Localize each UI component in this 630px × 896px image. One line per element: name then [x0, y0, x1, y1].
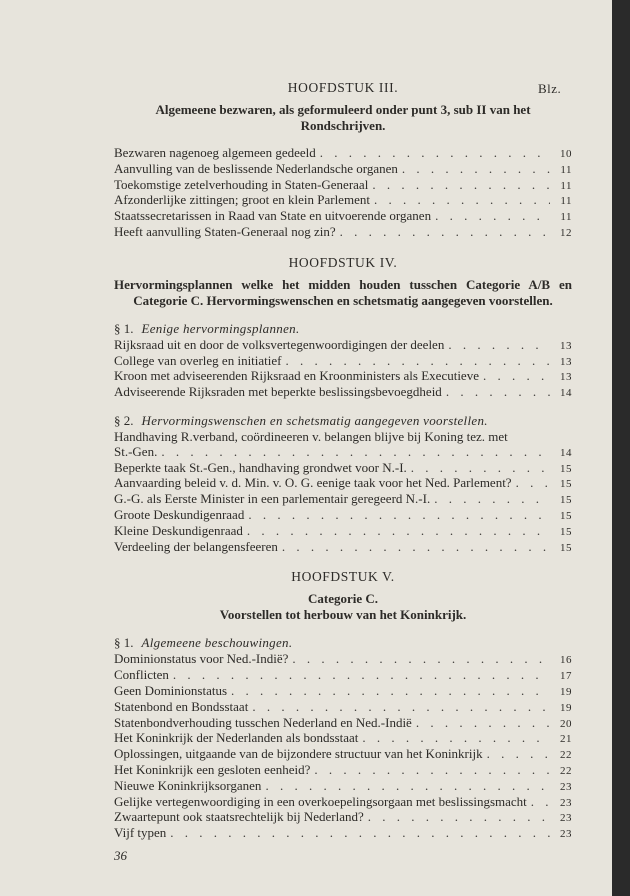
chapter-title: HOOFDSTUK V.: [291, 569, 395, 585]
toc-entry: Geen Dominionstatus . . . 19: [114, 684, 572, 700]
toc-entry: Vijf typen . . . 23: [114, 826, 572, 842]
chapter-title: HOOFDSTUK IV.: [288, 254, 398, 270]
toc-entry: Aanvaarding beleid v. d. Min. v. O. G. eenige taak voor het Ned. Parlement? . . . 15: [114, 476, 572, 492]
toc-entry: Kleine Deskundigenraad . . . 15: [114, 524, 572, 540]
toc-entry: Conflicten . . . 17: [114, 668, 572, 684]
chapter-subtitle: Hervormingsplannen welke het midden houden tusschen Categorie A/B en Categorie C. Hervormingswenschen en schetsmatig aangegeven voorstellen.: [114, 276, 572, 308]
toc-entry: Nieuwe Koninkrijksorganen . . . 23: [114, 779, 572, 795]
page-column-label: Blz.: [538, 81, 562, 96]
toc-entry: Beperkte taak St.-Gen., handhaving grondwet voor N.-I. . . . 15: [114, 461, 572, 477]
toc-entry: Gelijke vertegenwoordiging in een overkoepelingsorgaan met beslissingsmacht . . . 23: [114, 795, 572, 811]
toc-entry: Verdeeling der belangensfeeren . . . 15: [114, 540, 572, 556]
toc-entry: Dominionstatus voor Ned.-Indië? . . . 16: [114, 652, 572, 668]
toc-entry: Aanvulling van de beslissende Nederlandsche organen . . . 11: [114, 162, 572, 178]
chapter-title: HOOFDSTUK III.: [287, 80, 399, 95]
chapter-subtitle: [114, 591, 572, 623]
chapter-subtitle-line: Rondschrijven.: [300, 118, 386, 133]
section-heading: § 1. Eenige hervormingsplannen.: [114, 320, 300, 336]
toc-entry: Kroon met adviseerenden Rijksraad en Kroonministers als Executieve . . . 13: [114, 369, 572, 385]
page-number: 36: [114, 847, 127, 863]
toc-entry: Adviseerende Rijksraden met beperkte beslissingsbevoegdheid . . . 14: [114, 385, 572, 401]
toc-entry: Groote Deskundigenraad . . . 15: [114, 508, 572, 524]
toc-entry: Statenbond en Bondsstaat . . . 19: [114, 700, 572, 716]
table-of-contents: [114, 80, 572, 864]
section-heading: § 1. Algemeene beschouwingen.: [114, 635, 293, 651]
chapter-subtitle-line: Categorie C.: [307, 591, 379, 607]
toc-entry: Rijksraad uit en door de volksvertegenwoordigingen der deelen . . . 13: [114, 338, 572, 354]
toc-entry: St.-Gen. . . . 14: [114, 445, 572, 461]
toc-entry: Toekomstige zetelverhouding in Staten-Generaal . . . 11: [114, 178, 572, 194]
section-heading: § 2. Hervormingswenschen en schetsmatig aangegeven voorstellen.: [114, 412, 488, 428]
toc-entry: Zwaartepunt ook staatsrechtelijk bij Nederland? . . . 23: [114, 810, 572, 826]
toc-entry: G.-G. als Eerste Minister in een parlementair geregeerd N.-I. . . . 15: [114, 492, 572, 508]
toc-entry: College van overleg en initiatief . . . 13: [114, 354, 572, 370]
toc-entry: Het Koninkrijk der Nederlanden als bondsstaat . . . 21: [114, 731, 572, 747]
toc-entry: Statenbondverhouding tusschen Nederland en Ned.-Indië . . . 20: [114, 716, 572, 732]
chapter-subtitle: [114, 102, 572, 134]
chapter-subtitle-line: Voorstellen tot herbouw van het Koninkrijk.: [219, 607, 467, 623]
toc-entry: Bezwaren nagenoeg algemeen gedeeld . . . 10: [114, 146, 572, 162]
toc-entry: Heeft aanvulling Staten-Generaal nog zin? . . . 12: [114, 225, 572, 241]
toc-entry: Afzonderlijke zittingen; groot en klein Parlement . . . 11: [114, 193, 572, 209]
toc-entry: Het Koninkrijk een gesloten eenheid? . . . 22: [114, 763, 572, 779]
toc-entry: Staatssecretarissen in Raad van State en uitvoerende organen . . . 11: [114, 209, 572, 225]
toc-entry-wrapped-line: Handhaving R.verband, coördineeren v. belangen blijve bij Koning tez. met: [114, 428, 508, 444]
chapter-subtitle-line: Algemeene bezwaren, als geformuleerd onder punt 3, sub II van het: [155, 102, 531, 117]
toc-entry: Oplossingen, uitgaande van de bijzondere structuur van het Koninkrijk . . . 22: [114, 747, 572, 763]
